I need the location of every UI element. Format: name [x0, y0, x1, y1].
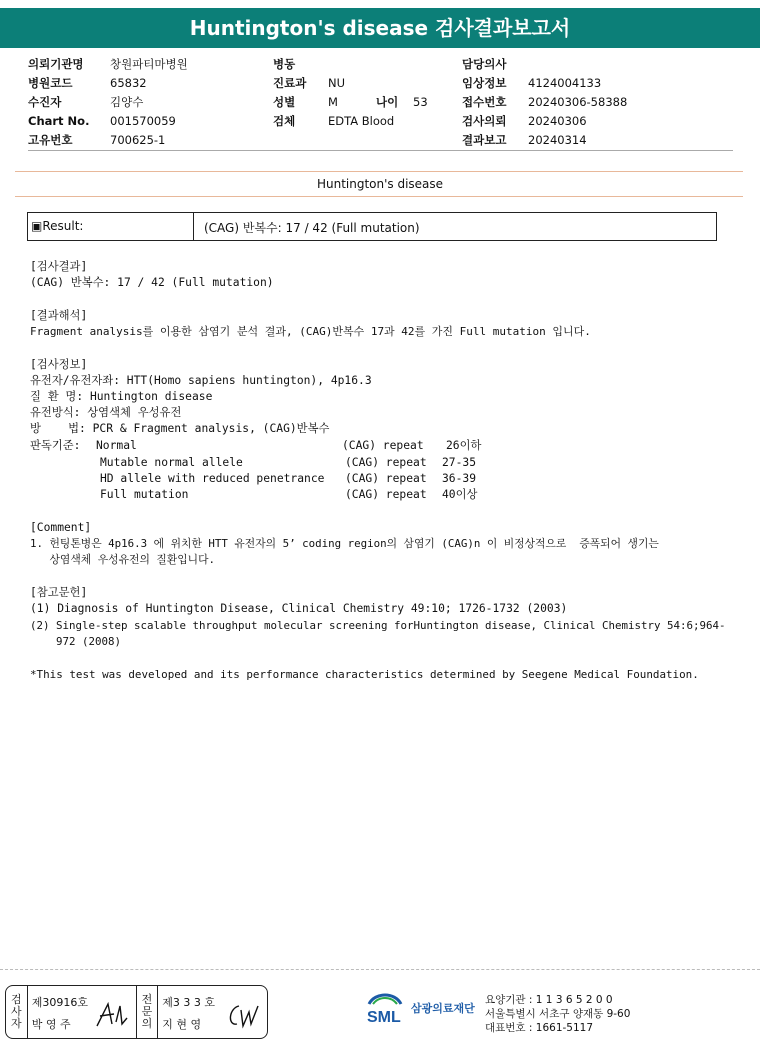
report-date-label: 결과보고: [462, 133, 507, 147]
foundation-name: 삼광의료재단: [411, 1002, 475, 1015]
age-value: 53: [413, 95, 428, 109]
references-heading: [참고문헌]: [30, 586, 88, 599]
criteria-name: Full mutation: [100, 488, 189, 501]
patient-value: 김양수: [110, 95, 144, 109]
address-block: [485, 993, 630, 1035]
tester-signature: [94, 1000, 130, 1030]
comment-heading: [Comment]: [30, 521, 92, 534]
comment-line: 1. 헌팅톤병은 4p16.3 에 위치한 HTT 유전자의 5’ coding region의 삼염기 (CAG)n 이 비정상적으로 증폭되어 생기는: [30, 537, 659, 550]
criteria-range: 26이하: [446, 439, 482, 452]
sex-label: 성별: [273, 95, 296, 109]
sex-value: M: [328, 95, 338, 109]
reviewer-label-char: 문: [141, 1005, 153, 1018]
department-value: NU: [328, 76, 346, 90]
receipt-no-value: 20240306-58388: [528, 95, 628, 109]
request-date-value: 20240306: [528, 114, 587, 128]
test-info-heading: [검사정보]: [30, 358, 88, 371]
hospital-value: 창원파티마병원: [110, 57, 188, 71]
chart-no-label: Chart No.: [28, 114, 90, 128]
footer-divider: [0, 969, 760, 970]
disclaimer: *This test was developed and its performance characteristics determined by Seegene Medical Foundation.: [30, 668, 699, 681]
specimen-value: EDTA Blood: [328, 114, 395, 128]
hospital-code-value: 65832: [110, 76, 147, 90]
criteria-repeat: (CAG) repeat: [345, 472, 427, 485]
comment-line: 상염색체 우성유전의 질환입니다.: [30, 553, 216, 566]
phone: 대표번호 : 1661-5117: [485, 1022, 594, 1034]
reviewer-name: 지 현 영: [162, 1018, 202, 1031]
divider: [28, 150, 733, 151]
info-column-2: [273, 55, 428, 131]
patient-label: 수진자: [28, 95, 62, 109]
hospital-code-label: 병원코드: [28, 76, 73, 90]
unique-no-value: 700625-1: [110, 133, 166, 147]
criteria-repeat: (CAG) repeat: [345, 488, 427, 501]
reference-line: (1) Diagnosis of Huntington Disease, Clinical Chemistry 49:10; 1726-1732 (2003): [30, 602, 568, 615]
gene-line: 유전자/유전자좌: HTT(Homo sapiens huntington), 4p16.3: [30, 374, 372, 387]
interpretation-line: Fragment analysis를 이용한 삼염기 분석 결과, (CAG)반복수 17과 42를 가진 Full mutation 입니다.: [30, 325, 591, 338]
tester-label-char: 사: [11, 1005, 22, 1018]
result-heading: [검사결과]: [30, 260, 88, 273]
criteria-range: 36-39: [442, 472, 477, 485]
interpretation-heading: [결과해석]: [30, 309, 88, 322]
tester-label-char: 검: [11, 993, 22, 1006]
reviewer-license-no: 제3 3 3 호: [162, 996, 216, 1009]
method-line: 방 법: PCR & Fragment analysis, (CAG)반복수: [30, 422, 330, 435]
chart-no-value: 001570059: [110, 114, 176, 128]
reviewer-cell: [158, 986, 267, 1038]
receipt-no-label: 접수번호: [462, 95, 507, 109]
sml-logo-icon: [365, 990, 405, 1026]
criteria-name: Mutable normal allele: [100, 456, 243, 469]
request-date-label: 검사의뢰: [462, 114, 507, 128]
report-date-value: 20240314: [528, 133, 587, 147]
divider: [15, 171, 743, 172]
reviewer-label: [137, 986, 159, 1038]
tester-label-char: 자: [11, 1017, 22, 1030]
info-column-3: [462, 55, 627, 150]
tester-cell: [28, 986, 137, 1038]
reviewer-label-char: 의: [141, 1017, 153, 1030]
info-column-1: [28, 55, 188, 150]
tester-label: [6, 986, 28, 1038]
reviewer-signature: [225, 1000, 261, 1030]
specimen-label: 검체: [273, 114, 296, 128]
unique-no-label: 고유번호: [28, 133, 73, 147]
address: 서울특별시 서초구 양재동 9-60: [485, 1008, 631, 1020]
care-code: 요양기관 : 1 1 3 6 5 2 0 0: [485, 994, 613, 1006]
clinical-info-value: 4124004133: [528, 76, 602, 90]
criteria-name: HD allele with reduced penetrance: [100, 472, 325, 485]
hospital-label: 의뢰기관명: [28, 57, 84, 71]
criteria-range: 27-35: [442, 456, 477, 469]
report-title: Huntington's disease 검사결과보고서: [0, 8, 760, 48]
reviewer-label-char: 전: [141, 993, 153, 1006]
result-label: ▣Result:: [28, 213, 194, 240]
tester-license-no: 제30916호: [31, 996, 88, 1009]
ward-label: 병동: [273, 57, 296, 71]
tester-name: 박 영 주: [31, 1018, 71, 1031]
result-line: (CAG) 반복수: 17 / 42 (Full mutation): [30, 276, 274, 289]
criteria-name: Normal: [96, 439, 137, 452]
department-label: 진료과: [273, 76, 307, 90]
clinical-info-label: 임상정보: [462, 76, 507, 90]
signature-box: [5, 985, 268, 1039]
doctor-label: 담당의사: [462, 57, 507, 71]
disease-line: 질 환 명: Huntington disease: [30, 390, 213, 403]
age-label: 나이: [376, 95, 399, 109]
sml-logo: [365, 990, 475, 1026]
section-title: Huntington's disease: [316, 177, 444, 191]
reference-line: 972 (2008): [30, 635, 122, 648]
sml-logo-text: SML: [367, 1009, 401, 1026]
criteria-repeat: (CAG) repeat: [342, 439, 424, 452]
reference-line: (2) Single-step scalable throughput molecular screening forHuntington disease, Clinical Chemistry 54:6;964-: [30, 619, 726, 632]
result-value: (CAG) 반복수: 17 / 42 (Full mutation): [204, 221, 420, 235]
criteria-label: 판독기준:: [30, 439, 81, 452]
inheritance-line: 유전방식: 상염색체 우성유전: [30, 406, 182, 419]
criteria-range: 40이상: [442, 488, 478, 501]
divider: [15, 196, 743, 197]
criteria-repeat: (CAG) repeat: [345, 456, 427, 469]
result-box: [27, 212, 717, 241]
